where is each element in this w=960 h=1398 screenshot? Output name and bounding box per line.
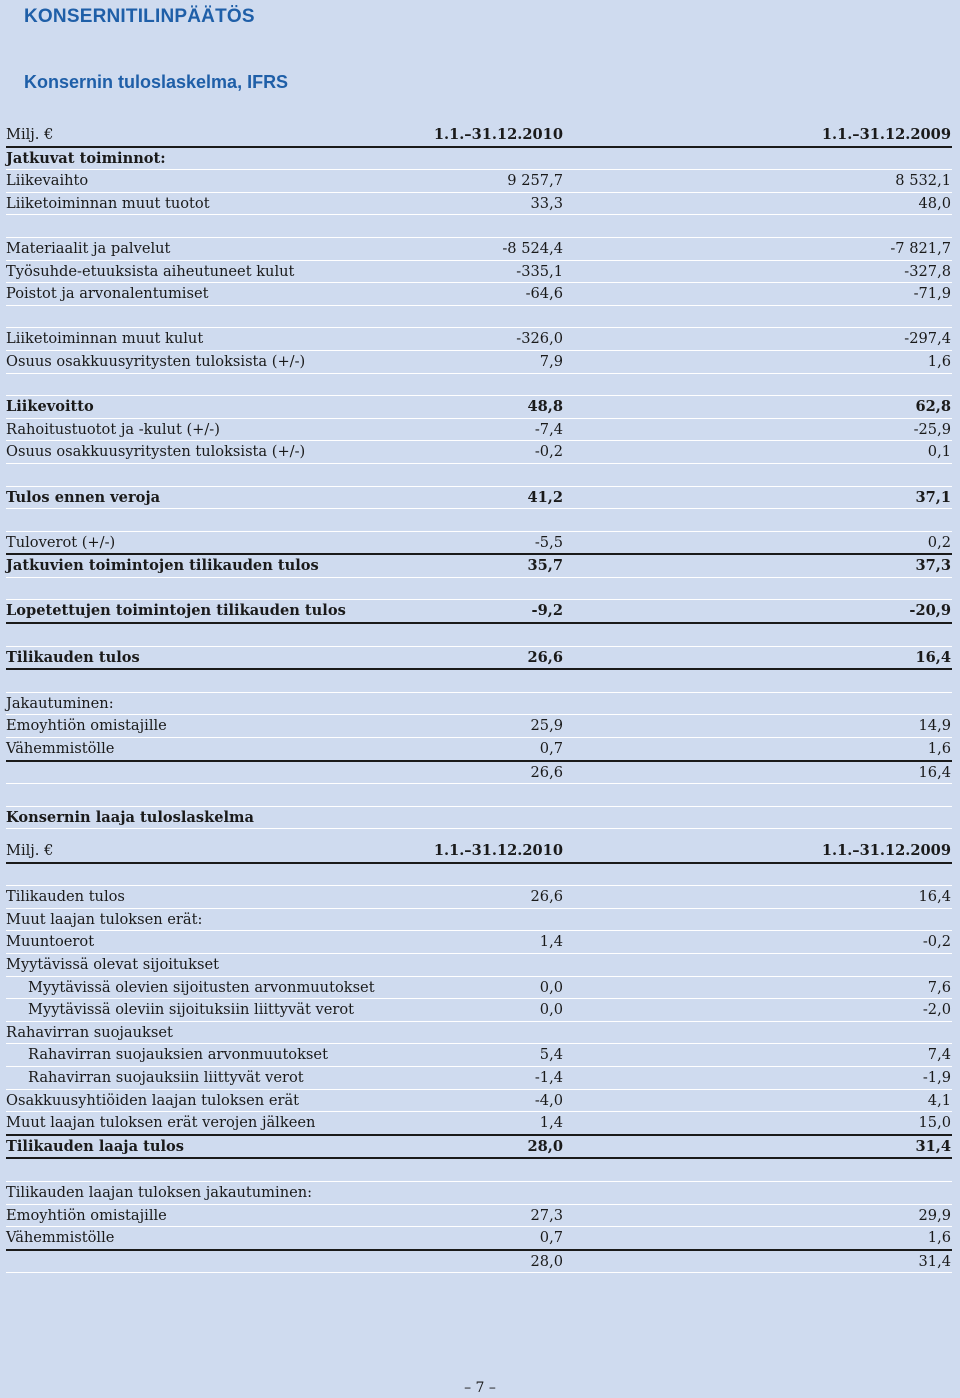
table-row (6, 738, 952, 762)
value-2009: 0,1 (927, 443, 951, 461)
value-2009: -1,9 (922, 1068, 951, 1086)
table-row (6, 1251, 952, 1274)
spacer-row (6, 624, 952, 647)
row-label: Työsuhde-etuuksista aiheutuneet kulut (6, 262, 295, 280)
row-label: Liikevaihto (6, 172, 89, 190)
row-label: Jakautuminen: (6, 694, 114, 712)
income-statement-table (6, 124, 952, 829)
value-2009: -0,2 (922, 933, 951, 951)
table-row (6, 600, 952, 624)
value-2009: 8 532,1 (895, 172, 951, 190)
value-2009: 1,6 (927, 740, 951, 758)
value-2009: -2,0 (922, 1001, 951, 1019)
row-label: Liiketoiminnan muut kulut (6, 330, 204, 348)
value-2010: 48,8 (527, 398, 563, 416)
income-statement-header (6, 124, 952, 148)
table-row (6, 1044, 952, 1067)
value-2009: 1,6 (927, 1229, 951, 1247)
row-label: Tilikauden laajan tuloksen jakautuminen: (6, 1183, 313, 1201)
column-header-2010: 1.1.–31.12.2010 (433, 126, 563, 143)
table-row (6, 693, 952, 716)
table-row (6, 999, 952, 1022)
value-2010: 26,6 (527, 648, 563, 666)
column-header-2010: 1.1.–31.12.2010 (433, 842, 563, 859)
table-row (6, 261, 952, 284)
value-2009: -297,4 (904, 330, 951, 348)
row-label: Muuntoerot (6, 933, 95, 951)
row-label: Muut laajan tuloksen erät verojen jälkeen (6, 1114, 316, 1132)
value-2010: 1,4 (539, 1114, 563, 1132)
unit-label: Milj. € (6, 842, 54, 859)
table-row (6, 1205, 952, 1228)
row-label: Jatkuvat toiminnot: (6, 149, 166, 167)
row-label: Myytävissä olevat sijoitukset (6, 955, 219, 973)
table-row (6, 909, 952, 932)
value-2010: 7,9 (539, 352, 563, 370)
comprehensive-income-table (6, 840, 952, 1273)
value-2009: 31,4 (915, 1137, 951, 1155)
value-2009: 7,4 (927, 1046, 951, 1064)
table-row (6, 954, 952, 977)
row-label: Jatkuvien toimintojen tilikauden tulos (6, 557, 319, 575)
row-label: Osuus osakkuusyritysten tuloksista (+/-) (6, 352, 306, 370)
comprehensive-income-body (6, 864, 952, 1274)
value-2010: -0,2 (534, 443, 563, 461)
value-2009: 48,0 (918, 194, 951, 212)
value-2010: 41,2 (527, 488, 563, 506)
value-2009: 16,4 (918, 888, 951, 906)
row-label: Rahavirran suojauksiin liittyvät verot (28, 1068, 304, 1086)
row-label: Rahoitustuotot ja -kulut (+/-) (6, 420, 220, 438)
value-2010: 33,3 (530, 194, 563, 212)
value-2010: -64,6 (525, 285, 563, 303)
table-row (6, 1136, 952, 1160)
value-2010: -1,4 (534, 1068, 563, 1086)
value-2009: 16,4 (915, 648, 951, 666)
spacer-row (6, 1159, 952, 1182)
value-2009: -327,8 (904, 262, 951, 280)
spacer-row (6, 306, 952, 329)
table-row (6, 977, 952, 1000)
value-2010: 0,7 (539, 1229, 563, 1247)
document-title: KONSERNITILINPÄÄTÖS (24, 6, 255, 27)
row-label: Tulos ennen veroja (6, 488, 161, 506)
table-row (6, 715, 952, 738)
value-2009: 0,2 (927, 533, 951, 551)
table-row (6, 931, 952, 954)
spacer-row (6, 784, 952, 807)
row-label: Muut laajan tuloksen erät: (6, 910, 203, 928)
row-label: Vähemmistölle (6, 1229, 115, 1247)
table-row (6, 807, 952, 830)
table-row (6, 170, 952, 193)
spacer-row (6, 215, 952, 238)
table-row (6, 487, 952, 510)
value-2009: 1,6 (927, 352, 951, 370)
value-2010: 25,9 (530, 717, 563, 735)
table-row (6, 1022, 952, 1045)
spacer-row (6, 670, 952, 693)
page-number: – 7 – (464, 1380, 496, 1396)
value-2010: 26,6 (530, 888, 563, 906)
value-2009: 31,4 (918, 1252, 951, 1270)
table-row (6, 1067, 952, 1090)
value-2009: 62,8 (915, 398, 951, 416)
income-statement-body (6, 148, 952, 830)
value-2010: 5,4 (539, 1046, 563, 1064)
column-header-2009: 1.1.–31.12.2009 (821, 842, 951, 859)
table-row (6, 762, 952, 785)
spacer-row (6, 509, 952, 532)
row-label: Konsernin laaja tuloslaskelma (6, 808, 254, 826)
value-2010: -4,0 (534, 1091, 563, 1109)
table-row (6, 647, 952, 671)
row-label: Emoyhtiön omistajille (6, 717, 167, 735)
row-label: Tuloverot (+/-) (6, 533, 116, 551)
table-row (6, 193, 952, 216)
row-label: Vähemmistölle (6, 740, 115, 758)
row-label: Rahavirran suojauksien arvonmuutokset (28, 1046, 328, 1064)
table-row (6, 419, 952, 442)
value-2010: -335,1 (516, 262, 563, 280)
value-2009: 7,6 (927, 978, 951, 996)
table-row (6, 148, 952, 171)
row-label: Osuus osakkuusyritysten tuloksista (+/-) (6, 443, 306, 461)
spacer-row (6, 374, 952, 397)
value-2010: 28,0 (530, 1252, 563, 1270)
table-row (6, 1090, 952, 1113)
spacer-row (6, 464, 952, 487)
value-2009: 16,4 (918, 763, 951, 781)
value-2009: 37,1 (915, 488, 951, 506)
value-2009: 15,0 (918, 1114, 951, 1132)
table-row (6, 396, 952, 419)
value-2009: -20,9 (909, 602, 951, 620)
comprehensive-income-header (6, 840, 952, 864)
value-2010: -5,5 (534, 533, 563, 551)
value-2010: 26,6 (530, 763, 563, 781)
unit-label: Milj. € (6, 126, 54, 143)
table-row (6, 283, 952, 306)
column-header-2009: 1.1.–31.12.2009 (821, 126, 951, 143)
table-row (6, 351, 952, 374)
value-2009: 37,3 (915, 557, 951, 575)
row-label: Tilikauden laaja tulos (6, 1137, 184, 1155)
row-label: Rahavirran suojaukset (6, 1023, 173, 1041)
value-2010: -326,0 (516, 330, 563, 348)
document-subtitle: Konsernin tuloslaskelma, IFRS (24, 72, 289, 92)
value-2010: 0,0 (539, 978, 563, 996)
row-label: Myytävissä oleviin sijoituksiin liittyvät verot (28, 1001, 354, 1019)
row-label: Liiketoiminnan muut tuotot (6, 194, 210, 212)
row-label: Lopetettujen toimintojen tilikauden tulos (6, 602, 346, 620)
row-label: Liikevoitto (6, 398, 94, 416)
table-row (6, 1112, 952, 1136)
row-label: Emoyhtiön omistajille (6, 1206, 167, 1224)
row-label: Poistot ja arvonalentumiset (6, 285, 209, 303)
value-2010: 9 257,7 (507, 172, 563, 190)
value-2010: -9,2 (531, 602, 563, 620)
row-label: Myytävissä olevien sijoitusten arvonmuutokset (28, 978, 375, 996)
table-row (6, 886, 952, 909)
value-2010: 0,0 (539, 1001, 563, 1019)
row-label: Tilikauden tulos (6, 888, 125, 906)
table-row (6, 1182, 952, 1205)
value-2010: -7,4 (534, 420, 563, 438)
value-2009: 14,9 (918, 717, 951, 735)
row-label: Osakkuusyhtiöiden laajan tuloksen erät (6, 1091, 300, 1109)
value-2010: 28,0 (527, 1137, 563, 1155)
value-2010: -8 524,4 (502, 239, 563, 257)
row-label: Tilikauden tulos (6, 648, 140, 666)
value-2009: -25,9 (913, 420, 951, 438)
table-row (6, 238, 952, 261)
value-2009: -7 821,7 (890, 239, 951, 257)
value-2009: 29,9 (918, 1206, 951, 1224)
value-2010: 27,3 (530, 1206, 563, 1224)
value-2009: -71,9 (913, 285, 951, 303)
table-row (6, 328, 952, 351)
spacer-row (6, 864, 952, 887)
value-2010: 1,4 (539, 933, 563, 951)
value-2010: 0,7 (539, 740, 563, 758)
table-row (6, 441, 952, 464)
row-label: Materiaalit ja palvelut (6, 239, 171, 257)
table-row (6, 1227, 952, 1251)
value-2010: 35,7 (527, 557, 563, 575)
spacer-row (6, 578, 952, 601)
table-row (6, 532, 952, 556)
value-2009: 4,1 (927, 1091, 951, 1109)
table-row (6, 555, 952, 578)
